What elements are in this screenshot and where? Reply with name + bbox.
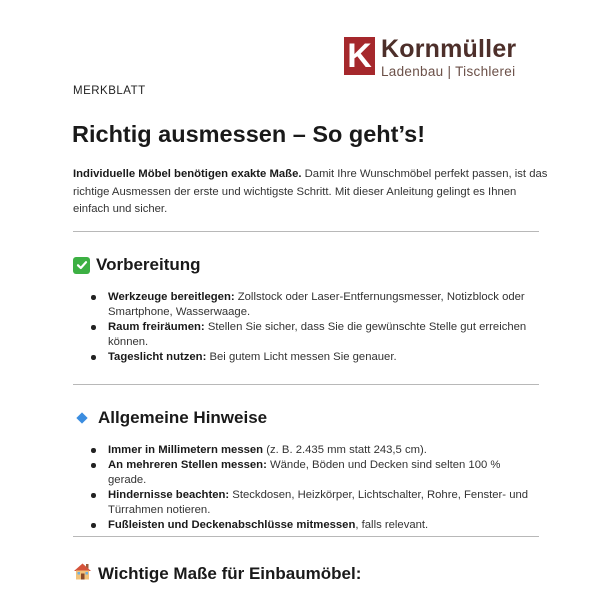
item-text: Bei gutem Licht messen Sie genauer. [206,351,397,363]
item-bold: An mehreren Stellen messen: [108,459,267,471]
item-text: Steckdosen, Heizkörper, Lichtschalter, Rohre, Fenster- und Türrahmen notieren. [108,489,529,516]
list-item [91,320,541,350]
diamond-icon [76,412,87,423]
section-heading-preparation [73,255,201,275]
divider [73,536,539,537]
document-label: MERKBLATT [73,85,146,97]
company-logo [344,37,534,81]
item-bold: Immer in Millimetern messen [108,444,264,456]
section-title: Wichtige Maße für Einbaumöbel: [98,563,362,583]
item-text: Zollstock oder Laser-Entfernungsmesser, Notizblock oder Smartphone, Wasserwaage. [108,291,525,318]
intro-text: Damit Ihre Wunschmöbel perfekt passen, ist das richtige Ausmessen der erste und wichtigste Schritt. Mit dieser Anleitung gelingt es Ihnen einfach und sicher. [73,168,548,215]
page-title: Richtig ausmessen – So geht’s! [72,121,426,147]
section-title: Allgemeine Hinweise [98,408,268,427]
logo-tagline: Ladenbau | Tischlerei [381,64,516,79]
divider [73,231,539,232]
divider [73,384,539,385]
general-notes-list [91,443,541,533]
preparation-list [91,290,541,365]
item-bold: Raum freiräumen: [108,321,205,333]
list-item [91,290,541,320]
logo-name: Kornmüller [381,35,517,63]
list-item [91,350,541,365]
item-bold: Hindernisse beachten: [108,489,230,501]
list-item [91,488,541,518]
item-text: , falls relevant. [355,519,429,531]
check-icon [73,257,90,274]
list-item [91,518,541,533]
section-heading-measurements [73,562,361,585]
list-item [91,458,541,488]
intro-paragraph [73,166,548,219]
section-title: Vorbereitung [96,255,201,274]
logo-text [381,37,516,80]
item-bold: Fußleisten und Deckenabschlüsse mitmessen [108,519,356,531]
item-text: Stellen Sie sicher, dass Sie die gewünschte Stelle gut erreichen können. [108,321,527,348]
logo-mark: K [344,37,375,75]
section-heading-general-notes [73,408,267,428]
list-item [91,443,541,458]
item-bold: Tageslicht nutzen: [108,351,207,363]
item-text: Wände, Böden und Decken sind selten 100 % gerade. [108,459,501,486]
item-bold: Werkzeuge bereitlegen: [108,291,235,303]
item-text: (z. B. 2.435 mm statt 243,5 cm). [263,444,427,456]
house-icon [73,562,92,585]
intro-bold: Individuelle Möbel benötigen exakte Maße. [73,168,302,180]
